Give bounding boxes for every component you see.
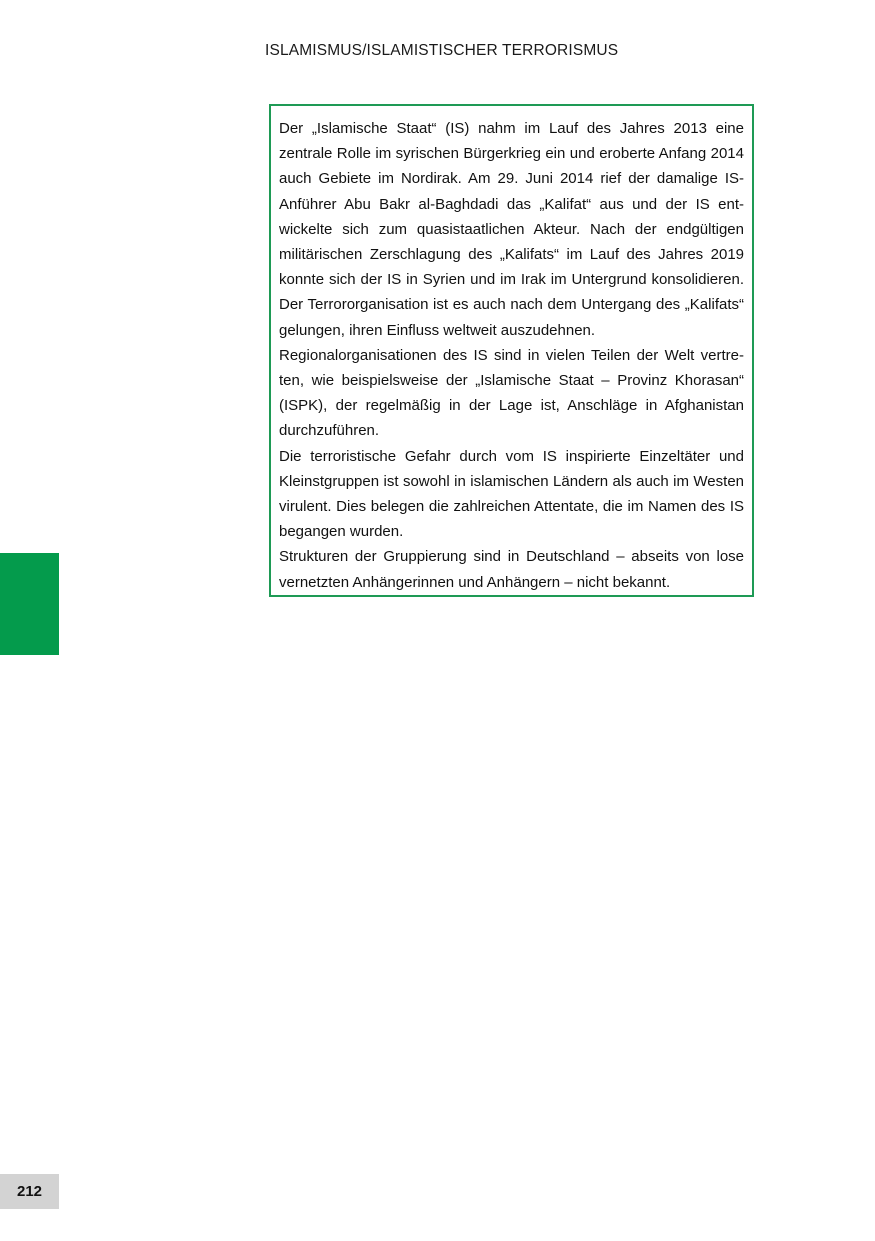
page-number: 212 [16,1183,43,1200]
info-box [269,104,754,597]
page-number-box [0,1174,59,1209]
info-paragraph: Der „Islamische Staat“ (IS) nahm im Lauf des Jahres 2013 eine zentrale Rolle im syrischen Bürgerkrieg ein und eroberte Anfang 2014 auch Gebiete im Nordirak. Am 29. Juni 2014 rief der damalige IS-Anführer Abu Bakr al-Baghdadi das „Kalifat“ aus und der IS entwickelte sich zum quasistaatlichen Akteur. Nach der endgültigen militärischen Zerschlagung des „Kalifats“ im Lauf des Jahres 2019 konnte sich der IS in Syrien und im Irak im Untergrund konsolidieren. Der Terrororganisation ist es auch nach dem Untergang des „Kalifats“ gelungen, ihren Einfluss weltweit auszudehnen. [279,120,744,339]
chapter-side-tab [0,553,59,655]
info-paragraph: Die terroristische Gefahr durch vom IS inspirierte Einzeltäter und Kleinstgruppen ist sowohl in islamischen Ländern als auch im Westen virulent. Dies belegen die zahlreichen Attentate, die im Namen des IS begangen wurden. [279,447,744,541]
info-paragraph: Strukturen der Gruppierung sind in Deutschland – abseits von lose vernetzten Anhängerinnen und Anhängern – nicht bekannt. [279,548,744,591]
info-paragraph: Regionalorganisationen des IS sind in vielen Teilen der Welt vertreten, wie beispielsweise der „Islamische Staat – Provinz Khorasan“ (ISPK), der regelmäßig in der Lage ist, Anschläge in Afghanistan durchzuführen. [279,346,744,440]
running-header: ISLAMISMUS/ISLAMISTISCHER TERRORISMUS [265,42,619,59]
